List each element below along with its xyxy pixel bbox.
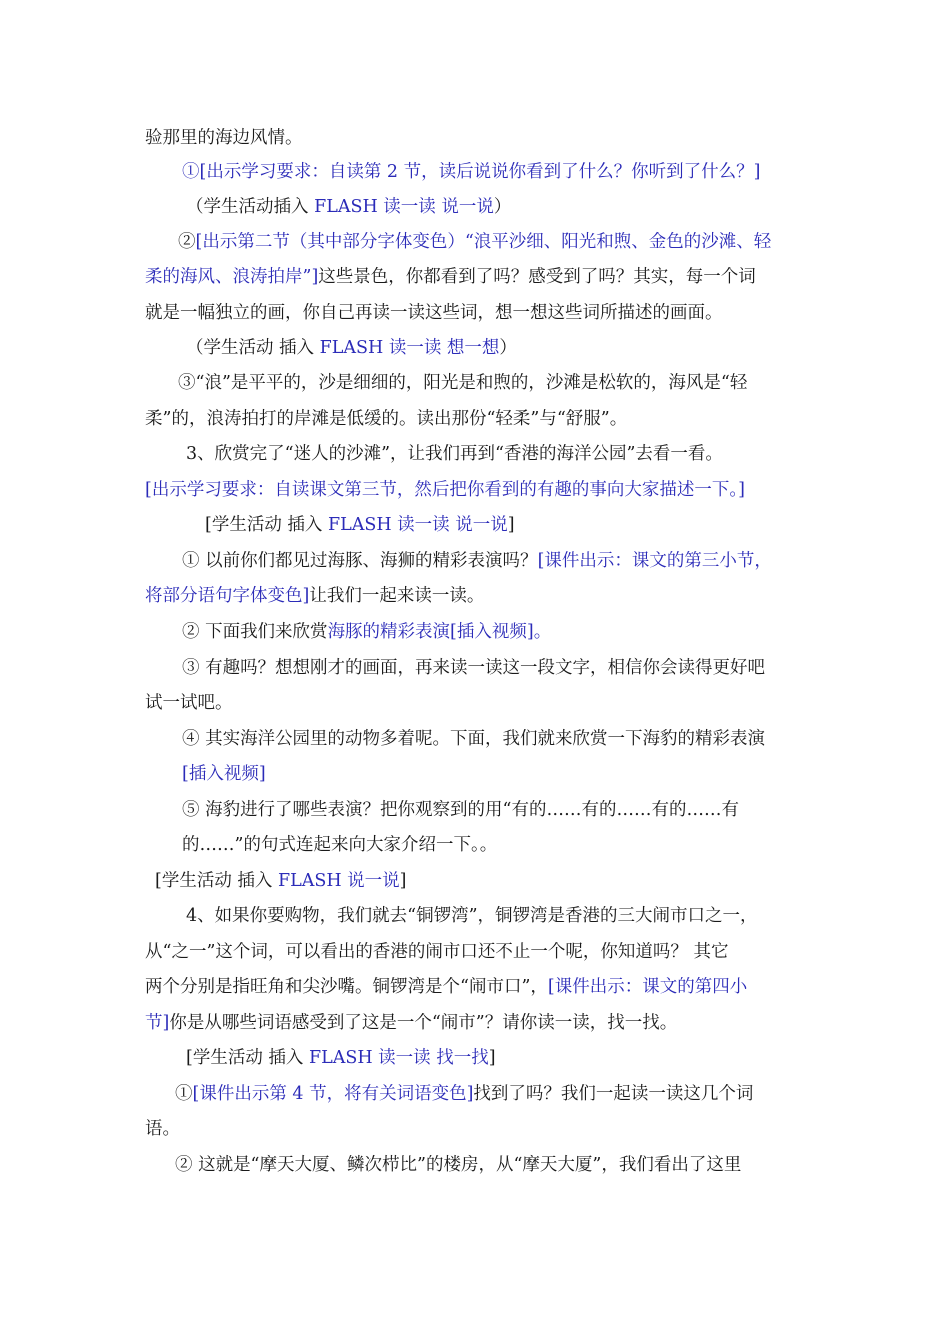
body-text: 两个分别是指旺角和尖沙嘴。铜锣湾是个“闹市口”，: [145, 977, 548, 997]
body-text: 试一试吧。: [145, 693, 233, 713]
body-text: [学生活动 插入: [186, 1048, 309, 1068]
body-text: ③“浪”是平平的，沙是细细的，阳光是和煦的，沙滩是松软的，海风是“轻: [178, 373, 748, 393]
text-line: [145, 975, 747, 999]
highlighted-text: [出示学习要求：自读课文第三节，然后把你看到的有趣的事向大家描述一下。]: [145, 480, 745, 500]
text-line: [145, 301, 723, 325]
text-line: [182, 656, 765, 680]
highlighted-text: FLASH 读一读 说一说: [314, 197, 494, 217]
text-line: [175, 1153, 741, 1177]
body-text: 的……”的句式连起来向大家介绍一下。。: [182, 835, 498, 855]
highlighted-text: [课件出示：课文的第三小节，: [537, 551, 772, 571]
text-line: [182, 798, 739, 822]
body-text: 从“之一”这个词，可以看出的香港的闹市口还不止一个呢，你知道吗？ 其它: [145, 942, 729, 962]
text-line: [155, 869, 407, 893]
text-line: [175, 1082, 753, 1106]
body-text: 找到了吗？我们一起读一读这几个词: [473, 1084, 754, 1104]
body-text: ]: [488, 1048, 496, 1068]
text-line: [205, 513, 515, 537]
text-line: [178, 230, 771, 254]
text-line: [145, 265, 756, 289]
body-text: 验那里的海边风情。: [145, 128, 303, 148]
body-text: 就是一幅独立的画，你自己再读一读这些词，想一想这些词所描述的画面。: [145, 303, 723, 323]
body-text: 语。: [145, 1119, 180, 1139]
body-text: ）: [499, 338, 517, 358]
body-text: 这些景色，你都看到了吗？感受到了吗？其实，每一个词: [318, 267, 756, 287]
highlighted-text: [插入视频]: [182, 764, 266, 784]
body-text: 3、欣赏完了“迷人的沙滩”，让我们再到“香港的海洋公园”去看一看。: [186, 444, 723, 464]
body-text: ）: [493, 197, 512, 217]
body-text: 你是从哪些词语感受到了这是一个“闹市”？请你读一读，找一找。: [169, 1013, 678, 1033]
text-line: [145, 407, 627, 431]
text-line: [145, 478, 745, 502]
body-text: ② 下面我们来欣赏: [182, 622, 328, 642]
highlighted-text: FLASH 读一读 想一想: [319, 338, 500, 358]
body-text: ②: [178, 232, 196, 252]
body-text: ④ 其实海洋公园里的动物多着呢。下面，我们就来欣赏一下海豹的精彩表演: [182, 729, 766, 749]
text-line: [182, 833, 497, 857]
highlighted-text: 柔的海风、浪涛拍岸”]: [145, 267, 319, 287]
body-text: [学生活动 插入: [205, 515, 328, 535]
text-line: [178, 371, 747, 395]
text-line: [145, 1117, 180, 1141]
highlighted-text: 海豚的精彩表演[插入视频]。: [327, 622, 552, 642]
highlighted-text: FLASH 读一读 找一找: [308, 1048, 489, 1068]
text-line: [182, 160, 760, 184]
highlighted-text: [课件出示第 4 节，将有关词语变色]: [192, 1084, 474, 1104]
text-line: [182, 727, 765, 751]
body-text: ② 这就是“摩天大厦、鳞次栉比”的楼房，从“摩天大厦”，我们看出了这里: [175, 1155, 742, 1175]
body-text: 柔”的，浪涛拍打的岸滩是低缓的。读出那份“轻柔”与“舒服”。: [145, 409, 628, 429]
highlighted-text: 节]: [145, 1013, 170, 1033]
text-line: [186, 336, 517, 360]
highlighted-text: ①[出示学习要求：自读第 2 节，读后说说你看到了什么？你听到了什么？]: [182, 162, 761, 182]
body-text: 4、如果你要购物，我们就去“铜锣湾”，铜锣湾是香港的三大闹市口之一，: [186, 906, 758, 926]
highlighted-text: FLASH 说一说: [277, 871, 400, 891]
text-line: [182, 620, 551, 644]
body-text: ⑤ 海豹进行了哪些表演？把你观察到的用“有的……有的……有的……有: [182, 800, 740, 820]
body-text: ]: [507, 515, 515, 535]
body-text: ①: [175, 1084, 193, 1104]
highlighted-text: [出示第二节（其中部分字体变色）“浪平沙细、阳光和煦、金色的沙滩、轻: [195, 232, 772, 252]
text-line: [145, 940, 728, 964]
text-line: [186, 904, 758, 928]
highlighted-text: FLASH 读一读 说一说: [327, 515, 508, 535]
text-line: [182, 549, 772, 573]
text-line: [145, 126, 303, 150]
text-line: [186, 442, 723, 466]
body-text: （学生活动插入: [186, 197, 315, 217]
text-line: [145, 1011, 677, 1035]
body-text: 让我们一起来读一读。: [309, 586, 485, 606]
highlighted-text: 将部分语句字体变色]: [145, 586, 310, 606]
text-line: [145, 691, 233, 715]
body-text: ]: [399, 871, 407, 891]
text-line: [186, 1046, 496, 1070]
text-line: [145, 584, 484, 608]
text-line: [182, 762, 266, 786]
highlighted-text: [课件出示：课文的第四小: [547, 977, 748, 997]
text-line: [186, 195, 511, 219]
body-text: （学生活动 插入: [186, 338, 320, 358]
body-text: ① 以前你们都见过海豚、海狮的精彩表演吗？: [182, 551, 538, 571]
body-text: [学生活动 插入: [155, 871, 278, 891]
body-text: ③ 有趣吗？想想刚才的画面，再来读一读这一段文字，相信你会读得更好吧: [182, 658, 766, 678]
